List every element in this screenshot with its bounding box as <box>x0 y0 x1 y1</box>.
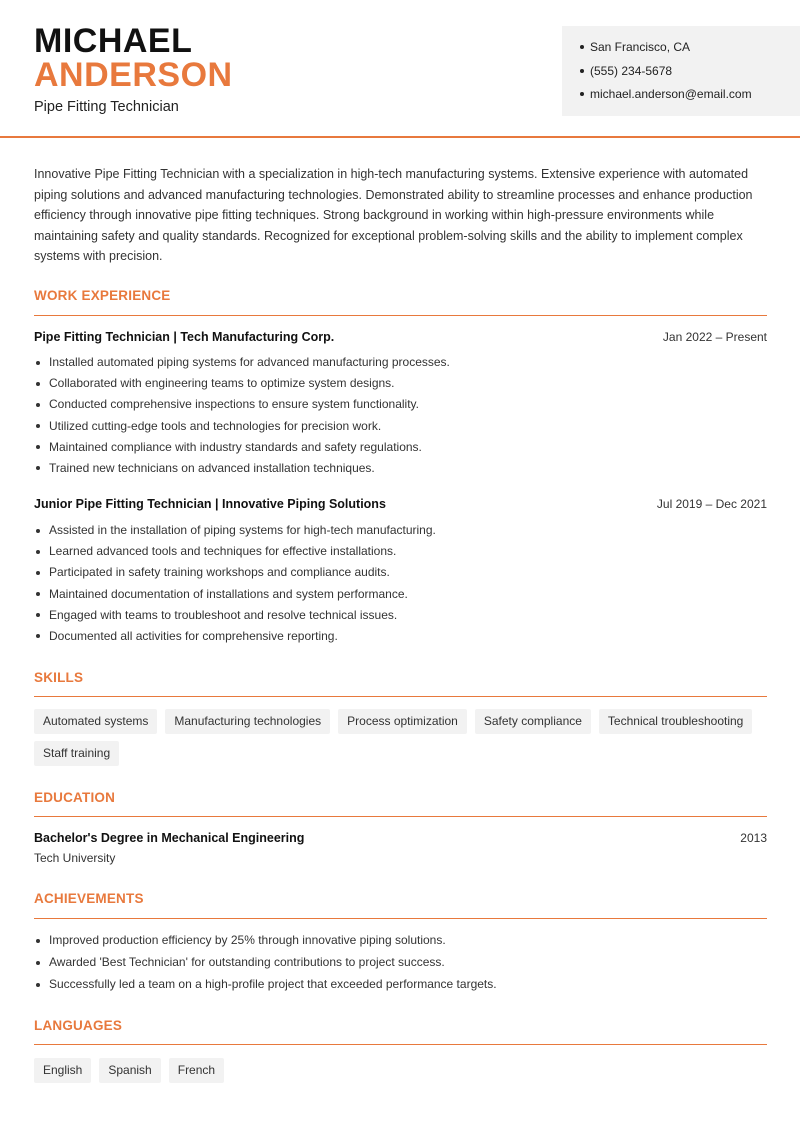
job-bullets <box>34 354 767 481</box>
achievement-bullets <box>34 932 767 998</box>
last-name: ANDERSON <box>34 56 233 94</box>
contact-location <box>580 38 800 62</box>
section-title-achievements: ACHIEVEMENTS <box>34 891 144 906</box>
bullet-icon <box>36 424 40 428</box>
list-item <box>34 375 767 396</box>
list-item <box>34 543 767 564</box>
bullet-icon <box>36 445 40 449</box>
summary-paragraph: Innovative Pipe Fitting Technician with a specialization in high-tech manufacturing systems. Extensive experience with automated piping solutions and advanced manufacturing technologies. Demonstrated ability to streamline processes and enhance production efficiency through innovative pipe fitting techniques. Strong background in working within high-pressure environments while maintaining safety and quality standards. Recognized for exceptional problem-solving skills and the ability to implement complex systems with precision. <box>34 167 753 263</box>
list-item <box>34 932 767 954</box>
contact-box <box>562 26 800 116</box>
job-date: Jul 2019 – Dec 2021 <box>656 497 767 511</box>
bullet-icon <box>36 983 40 987</box>
bullet-icon <box>36 634 40 638</box>
bullet-icon <box>36 550 40 554</box>
bullet-icon <box>36 939 40 943</box>
contact-phone <box>580 62 800 86</box>
list-item-text: Installed automated piping systems for advanced manufacturing processes. <box>49 355 450 369</box>
contact-location-text: San Francisco, CA <box>590 40 691 54</box>
skill-tag: Manufacturing technologies <box>165 709 330 734</box>
education-header <box>34 831 767 845</box>
skill-tag: Automated systems <box>34 709 157 734</box>
list-item <box>34 439 767 460</box>
job-header <box>34 497 767 511</box>
contact-email <box>580 85 800 109</box>
list-item <box>34 522 767 543</box>
bullet-icon <box>36 361 40 365</box>
language-tags <box>34 1058 767 1083</box>
list-item-text: Engaged with teams to troubleshoot and resolve technical issues. <box>49 607 398 622</box>
list-item-text: Documented all activities for comprehensive reporting. <box>49 628 338 643</box>
list-item <box>34 564 767 585</box>
bullet-icon <box>580 92 584 96</box>
bullet-icon <box>36 466 40 470</box>
section-title-work: WORK EXPERIENCE <box>34 288 171 303</box>
contact-email-text: michael.anderson@email.com <box>590 87 752 101</box>
skill-tag: Technical troubleshooting <box>599 709 752 734</box>
language-tag: English <box>34 1058 91 1083</box>
bullet-icon <box>580 45 584 49</box>
resume-header <box>0 0 800 138</box>
bullet-icon <box>36 613 40 617</box>
list-item <box>34 460 767 481</box>
section-divider <box>34 918 767 919</box>
contact-phone-text: (555) 234-5678 <box>590 63 673 78</box>
section-divider <box>34 315 767 316</box>
degree: Bachelor's Degree in Mechanical Engineering <box>34 831 305 845</box>
bullet-icon <box>36 592 40 596</box>
job-role: Junior Pipe Fitting Technician | Innovative Piping Solutions <box>34 497 386 511</box>
job-date: Jan 2022 – Present <box>662 330 767 344</box>
section-title-skills: SKILLS <box>34 670 84 685</box>
list-item <box>34 976 767 998</box>
job-role: Pipe Fitting Technician | Tech Manufacturing Corp. <box>34 330 335 344</box>
section-divider <box>34 1044 767 1045</box>
list-item <box>34 628 767 649</box>
skills-tags <box>34 709 767 766</box>
list-item <box>34 607 767 628</box>
bullet-icon <box>36 403 40 407</box>
bullet-icon <box>36 529 40 533</box>
section-divider <box>34 696 767 697</box>
list-item-text: Assisted in the installation of piping systems for high-tech manufacturing. <box>49 523 436 537</box>
job-bullets <box>34 522 767 649</box>
list-item <box>34 396 767 417</box>
section-title-education: EDUCATION <box>34 790 116 805</box>
list-item-text: Collaborated with engineering teams to optimize system designs. <box>49 376 395 391</box>
section-divider <box>34 816 767 817</box>
school-name: Tech University <box>34 851 116 865</box>
list-item-text: Utilized cutting-edge tools and technologies for precision work. <box>49 418 382 433</box>
job-header <box>34 330 767 344</box>
bullet-icon <box>36 961 40 965</box>
list-item-text: Participated in safety training workshops and compliance audits. <box>49 565 390 580</box>
job-title: Pipe Fitting Technician <box>34 99 179 115</box>
first-name: MICHAEL <box>34 22 193 60</box>
list-item <box>34 418 767 439</box>
skill-tag: Process optimization <box>338 709 467 734</box>
section-title-languages: LANGUAGES <box>34 1018 123 1033</box>
list-item-text: Maintained compliance with industry standards and safety regulations. <box>49 439 422 454</box>
list-item <box>34 586 767 607</box>
bullet-icon <box>580 69 584 73</box>
list-item-text: Awarded 'Best Technician' for outstanding contributions to project success. <box>49 955 445 969</box>
language-tag: French <box>169 1058 224 1083</box>
skill-tag: Safety compliance <box>475 709 591 734</box>
list-item-text: Learned advanced tools and techniques for effective installations. <box>49 544 397 559</box>
list-item <box>34 354 767 375</box>
bullet-icon <box>36 382 40 386</box>
list-item-text: Maintained documentation of installations and system performance. <box>49 586 408 601</box>
graduation-year: 2013 <box>740 831 767 845</box>
bullet-icon <box>36 571 40 575</box>
list-item-text: Conducted comprehensive inspections to ensure system functionality. <box>49 397 419 412</box>
language-tag: Spanish <box>99 1058 160 1083</box>
list-item-text: Trained new technicians on advanced installation techniques. <box>49 460 375 475</box>
list-item-text: Improved production efficiency by 25% through innovative piping solutions. <box>49 933 446 947</box>
skill-tag: Staff training <box>34 741 119 766</box>
list-item <box>34 954 767 976</box>
list-item-text: Successfully led a team on a high-profile project that exceeded performance targets. <box>49 977 497 991</box>
